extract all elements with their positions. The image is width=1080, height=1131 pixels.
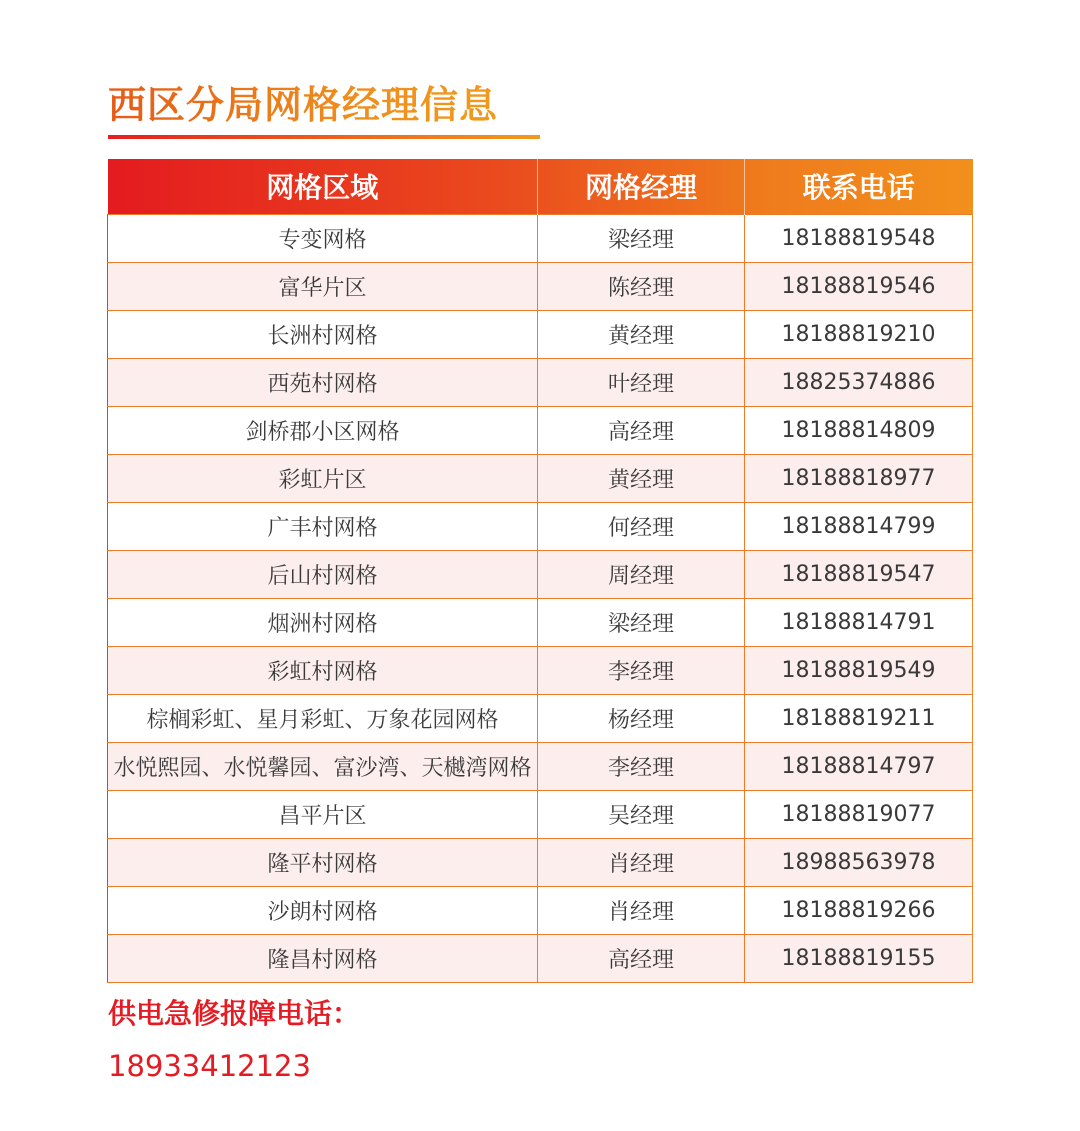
cell-grid-area: 沙朗村网格: [108, 886, 538, 934]
cell-contact-phone: 18188818977: [745, 454, 973, 502]
header-grid-manager: 网格经理: [538, 159, 745, 214]
table-header-row: [108, 159, 973, 214]
cell-grid-area: 剑桥郡小区网格: [108, 406, 538, 454]
cell-grid-manager: 高经理: [538, 406, 745, 454]
cell-contact-phone: 18188819547: [745, 550, 973, 598]
cell-grid-manager: 陈经理: [538, 262, 745, 310]
table-row: [108, 790, 973, 838]
cell-grid-manager: 李经理: [538, 742, 745, 790]
cell-grid-manager: 何经理: [538, 502, 745, 550]
cell-grid-manager: 梁经理: [538, 214, 745, 262]
cell-grid-manager: 肖经理: [538, 886, 745, 934]
cell-grid-area: 专变网格: [108, 214, 538, 262]
header-grid-area: 网格区域: [266, 171, 379, 205]
table-row: [108, 502, 973, 550]
grid-manager-table: [107, 159, 973, 983]
cell-grid-manager: 李经理: [538, 646, 745, 694]
cell-grid-area: 隆昌村网格: [108, 934, 538, 982]
table-row: [108, 694, 973, 742]
cell-contact-phone: 18988563978: [745, 838, 973, 886]
table-row: [108, 742, 973, 790]
table-row: [108, 406, 973, 454]
cell-contact-phone: 18188819546: [745, 262, 973, 310]
cell-grid-manager: 吴经理: [538, 790, 745, 838]
cell-contact-phone: 18188819210: [745, 310, 973, 358]
cell-grid-area: 彩虹村网格: [108, 646, 538, 694]
cell-contact-phone: 18188819266: [745, 886, 973, 934]
cell-grid-area: 昌平片区: [108, 790, 538, 838]
table-row: [108, 358, 973, 406]
cell-grid-manager: 黄经理: [538, 310, 745, 358]
cell-contact-phone: 18188814791: [745, 598, 973, 646]
cell-contact-phone: 18188819211: [745, 694, 973, 742]
cell-contact-phone: 18188814799: [745, 502, 973, 550]
table-row: [108, 310, 973, 358]
table-row: [108, 838, 973, 886]
cell-grid-manager: 高经理: [538, 934, 745, 982]
table-row: [108, 886, 973, 934]
cell-grid-area: 烟洲村网格: [108, 598, 538, 646]
cell-grid-manager: 黄经理: [538, 454, 745, 502]
repair-hotline-number: 18933412123: [108, 1049, 311, 1083]
cell-grid-area: 广丰村网格: [108, 502, 538, 550]
cell-contact-phone: 18188814797: [745, 742, 973, 790]
header-contact-phone: 联系电话: [745, 159, 973, 214]
cell-grid-area: 水悦熙园、水悦馨园、富沙湾、天樾湾网格: [108, 742, 538, 790]
cell-grid-manager: 叶经理: [538, 358, 745, 406]
cell-grid-manager: 肖经理: [538, 838, 745, 886]
cell-grid-area: 富华片区: [108, 262, 538, 310]
cell-contact-phone: 18825374886: [745, 358, 973, 406]
title-underline: [108, 135, 540, 139]
cell-grid-manager: 杨经理: [538, 694, 745, 742]
cell-grid-area: 后山村网格: [108, 550, 538, 598]
cell-contact-phone: 18188819077: [745, 790, 973, 838]
table-row: [108, 214, 973, 262]
cell-grid-area: 隆平村网格: [108, 838, 538, 886]
table-row: [108, 262, 973, 310]
cell-contact-phone: 18188814809: [745, 406, 973, 454]
table-row: [108, 550, 973, 598]
cell-grid-area: 棕榈彩虹、星月彩虹、万象花园网格: [108, 694, 538, 742]
cell-grid-manager: 梁经理: [538, 598, 745, 646]
cell-grid-area: 彩虹片区: [108, 454, 538, 502]
table-row: [108, 934, 973, 982]
page-title: 西区分局网格经理信息: [108, 83, 499, 127]
cell-contact-phone: 18188819155: [745, 934, 973, 982]
repair-hotline-label: 供电急修报障电话：: [108, 997, 361, 1030]
cell-grid-area: 西苑村网格: [108, 358, 538, 406]
cell-contact-phone: 18188819548: [745, 214, 973, 262]
table-row: [108, 598, 973, 646]
cell-grid-area: 长洲村网格: [108, 310, 538, 358]
table-row: [108, 454, 973, 502]
table-row: [108, 646, 973, 694]
cell-contact-phone: 18188819549: [745, 646, 973, 694]
cell-grid-manager: 周经理: [538, 550, 745, 598]
